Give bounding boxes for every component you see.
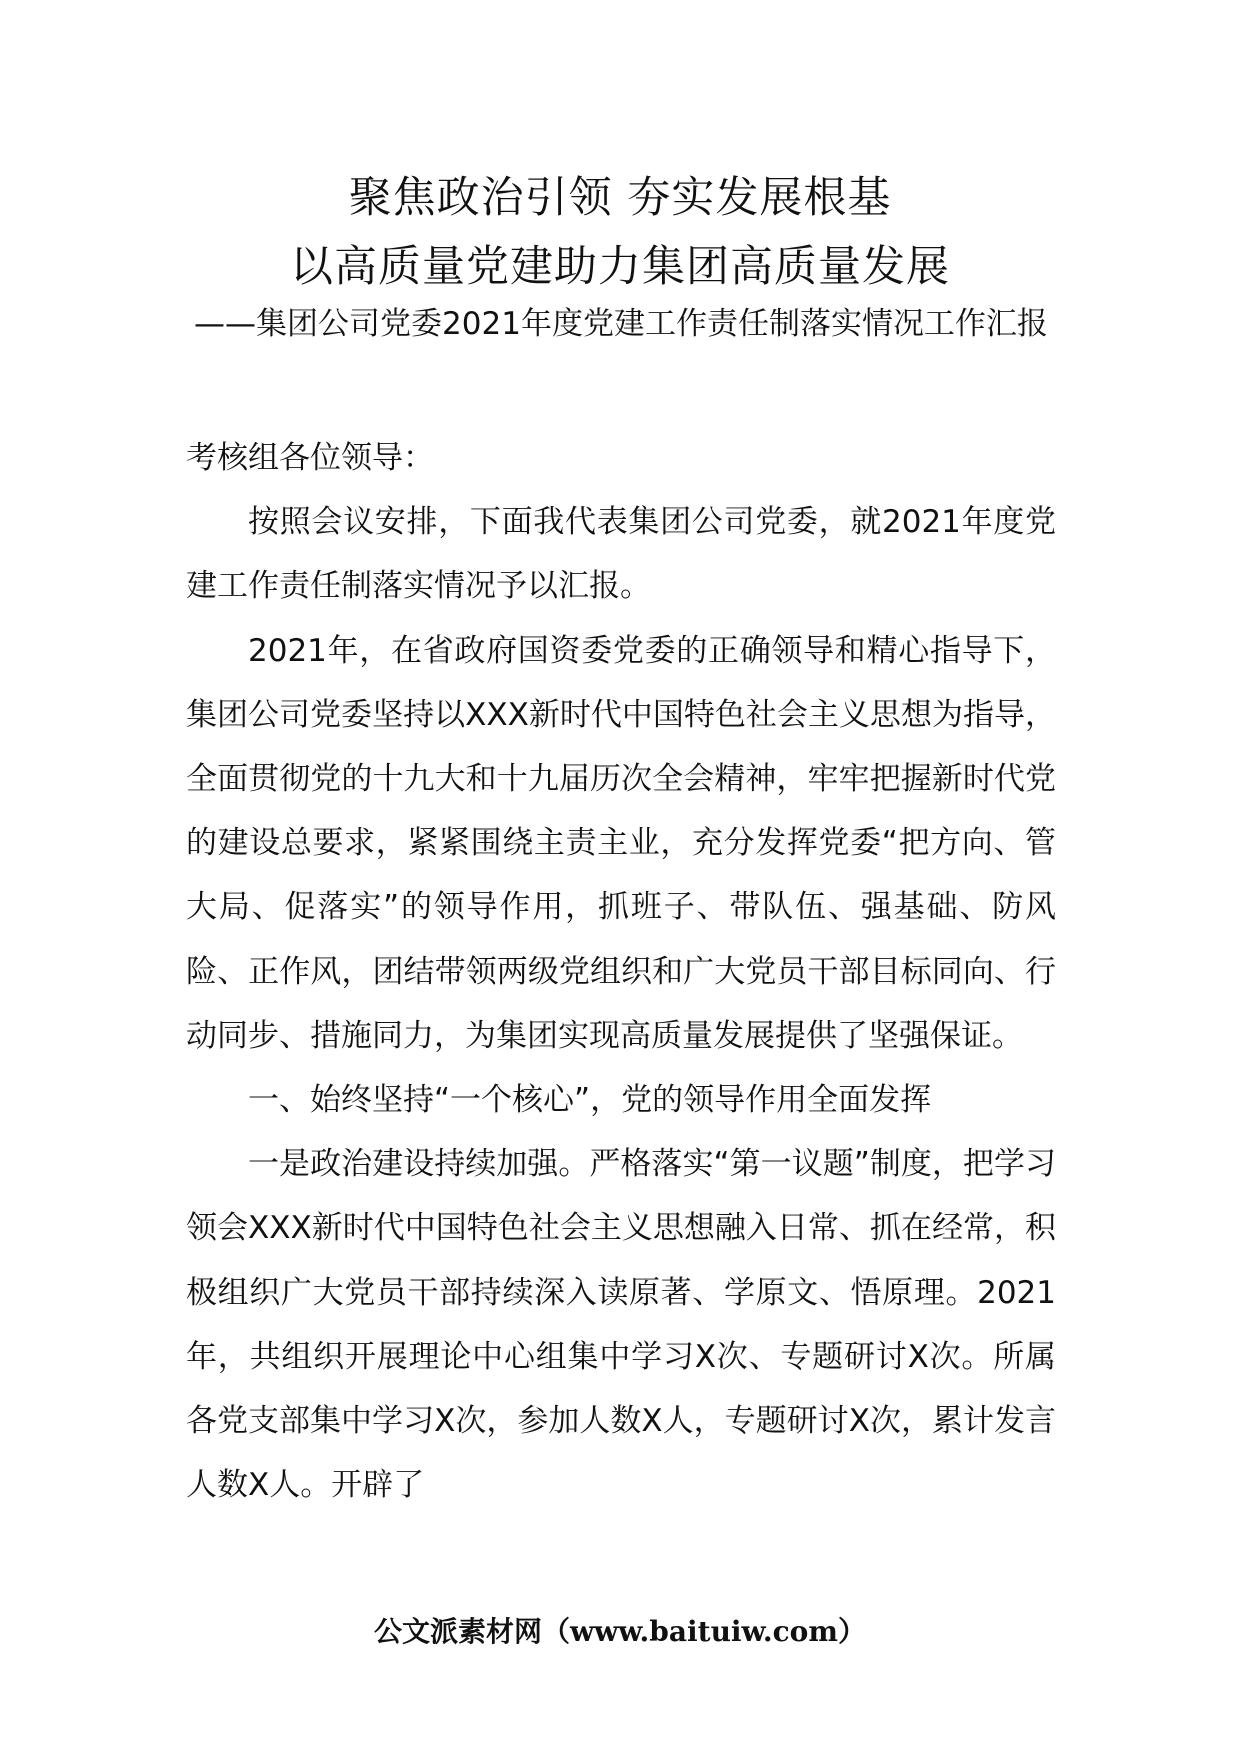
document-body — [186, 426, 1056, 1517]
document-subtitle: ——集团公司党委2021年度党建工作责任制落实情况工作汇报 — [194, 306, 1048, 342]
salutation: 考核组各位领导： — [186, 440, 434, 476]
section-paragraph: 一是政治建设持续加强。严格落实“第一议题”制度，把学习领会XXX新时代中国特色社会主义思想融入日常、抓在经常，积极组织广大党员干部持续深入读原著、学原文、悟原理。2021年，共组织开展理论中心组集中学习X次、专题研讨X次。所属各党支部集中学习X次，参加人数X人，专题研讨X次，累计发言人数X人。开辟了 — [186, 1146, 1056, 1504]
body-paragraph-intro: 按照会议安排，下面我代表集团公司党委，就2021年度党建工作责任制落实情况予以汇报。 — [186, 504, 1056, 605]
body-paragraph-overview: 2021年，在省政府国资委党委的正确领导和精心指导下，集团公司党委坚持以XXX新时代中国特色社会主义思想为指导，全面贯彻党的十九大和十九届历次全会精神，牢牢把握新时代党的建设总要求，紧紧围绕主责主业，充分发挥党委“把方向、管大局、促落实”的领导作用，抓班子、带队伍、强基础、防风险、正作风，团结带领两级党组织和广大党员干部目标同向、行动同步、措施同力，为集团实现高质量发展提供了坚强保证。 — [186, 632, 1056, 1054]
document-title-line-2: 以高质量党建助力集团高质量发展 — [290, 242, 950, 292]
section-heading: 一、始终坚持“一个核心”，党的领导作用全面发挥 — [248, 1082, 932, 1119]
document-title-line-1: 聚焦政治引领 夯实发展根基 — [348, 173, 892, 223]
footer-watermark: 公文派素材网（www.baituiw.com） — [374, 1615, 866, 1648]
